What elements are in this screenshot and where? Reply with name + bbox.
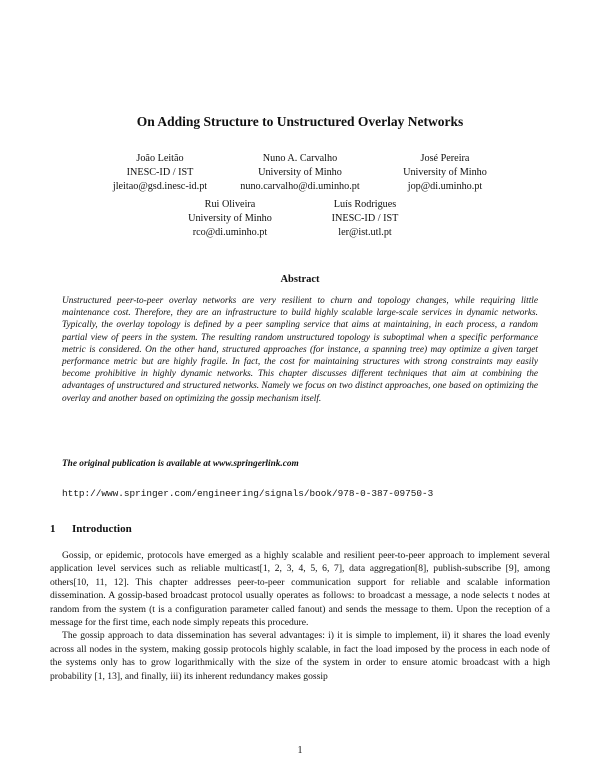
author-name: José Pereira: [420, 153, 470, 164]
abstract-text: Unstructured peer-to-peer overlay networks are very resilient to churn and topology changes, while requiring little maintenance cost. Therefore, they are an infrastructure to build highly scalable large-scale services in dynamic networks. Typically, the overlay topology is defined by a peer sampling service that aims at maintaining, in each process, a random partial view of peers in the system. The resulting random unstructured topology is suboptimal when a specific performance metric is considered. On the other hand, structured approaches (for instance, a spanning tree) may optimize a given target performance metric but are highly fragile. In fact, the cost for maintaining structures with strong constraints may easily become prohibitive in highly dynamic networks. This chapter discusses different techniques that aim at combining the advantages of unstructured and structured networks. Namely we focus on two distinct approaches, one based on optimizing the overlay and another based on optimizing the gossip mechanism itself.: [62, 296, 538, 404]
author-name: João Leitão: [136, 153, 184, 164]
abstract-heading: Abstract: [280, 274, 320, 285]
author-block: [170, 198, 290, 240]
author-email: ler@ist.utl.pt: [338, 227, 392, 238]
author-name: Nuno A. Carvalho: [262, 153, 338, 164]
author-affiliation: INESC-ID / IST: [126, 167, 194, 178]
author-block: [230, 152, 370, 194]
page-number: 1: [297, 745, 303, 756]
author-affiliation: University of Minho: [188, 213, 272, 224]
section-heading: [50, 523, 132, 535]
publication-note: The original publication is available at www.springerlink.com: [62, 459, 299, 469]
author-name: Rui Oliveira: [204, 199, 256, 210]
author-block: [305, 198, 425, 240]
paragraph: The gossip approach to data dissemination has several advantages: i) it is simple to implement, ii) it shares the load evenly across all nodes in the system, making gossip protocols highly scalable, in fact the load imposed by the process in each node of the systems only has to grow logarithmically with the size of the system in order to ensure atomic broadcast with a high probability [1, 13], and finally, iii) its inherent redundancy makes gossip: [50, 630, 550, 682]
section-title: Introduction: [72, 523, 132, 535]
section-number: 1: [50, 523, 56, 535]
paper-title: On Adding Structure to Unstructured Overlay Networks: [136, 114, 464, 129]
author-affiliation: INESC-ID / IST: [331, 213, 399, 224]
author-email: jleitao@gsd.inesc-id.pt: [112, 181, 208, 192]
paragraph: Gossip, or epidemic, protocols have emerged as a highly scalable and resilient peer-to-peer approach to implement several application level services such as reliable multicast[1, 2, 3, 4, 5, 6, 7], data aggregation[8], publish-subscribe [9], among others[10, 11, 12]. This chapter addresses peer-to-peer communication support for reliable and scalable information dissemination. A gossip-based broadcast protocol usually operates as follows: to broadcast a message, a node selects t nodes at random from the system (t is a configuration parameter called fanout) and sends the message to them. Upon the reception of a message for the first time, each node simply repeats this procedure.: [50, 550, 550, 629]
author-name: Luís Rodrigues: [333, 199, 397, 210]
author-email: nuno.carvalho@di.uminho.pt: [240, 181, 360, 192]
author-block: [385, 152, 505, 194]
author-affiliation: University of Minho: [403, 167, 487, 178]
author-email: jop@di.uminho.pt: [407, 181, 483, 192]
author-email: rco@di.uminho.pt: [192, 227, 268, 238]
author-affiliation: University of Minho: [258, 167, 342, 178]
author-block: [100, 152, 220, 194]
body-text: [50, 549, 550, 683]
publication-url[interactable]: http://www.springer.com/engineering/signals/book/978-0-387-09750-3: [62, 488, 434, 499]
